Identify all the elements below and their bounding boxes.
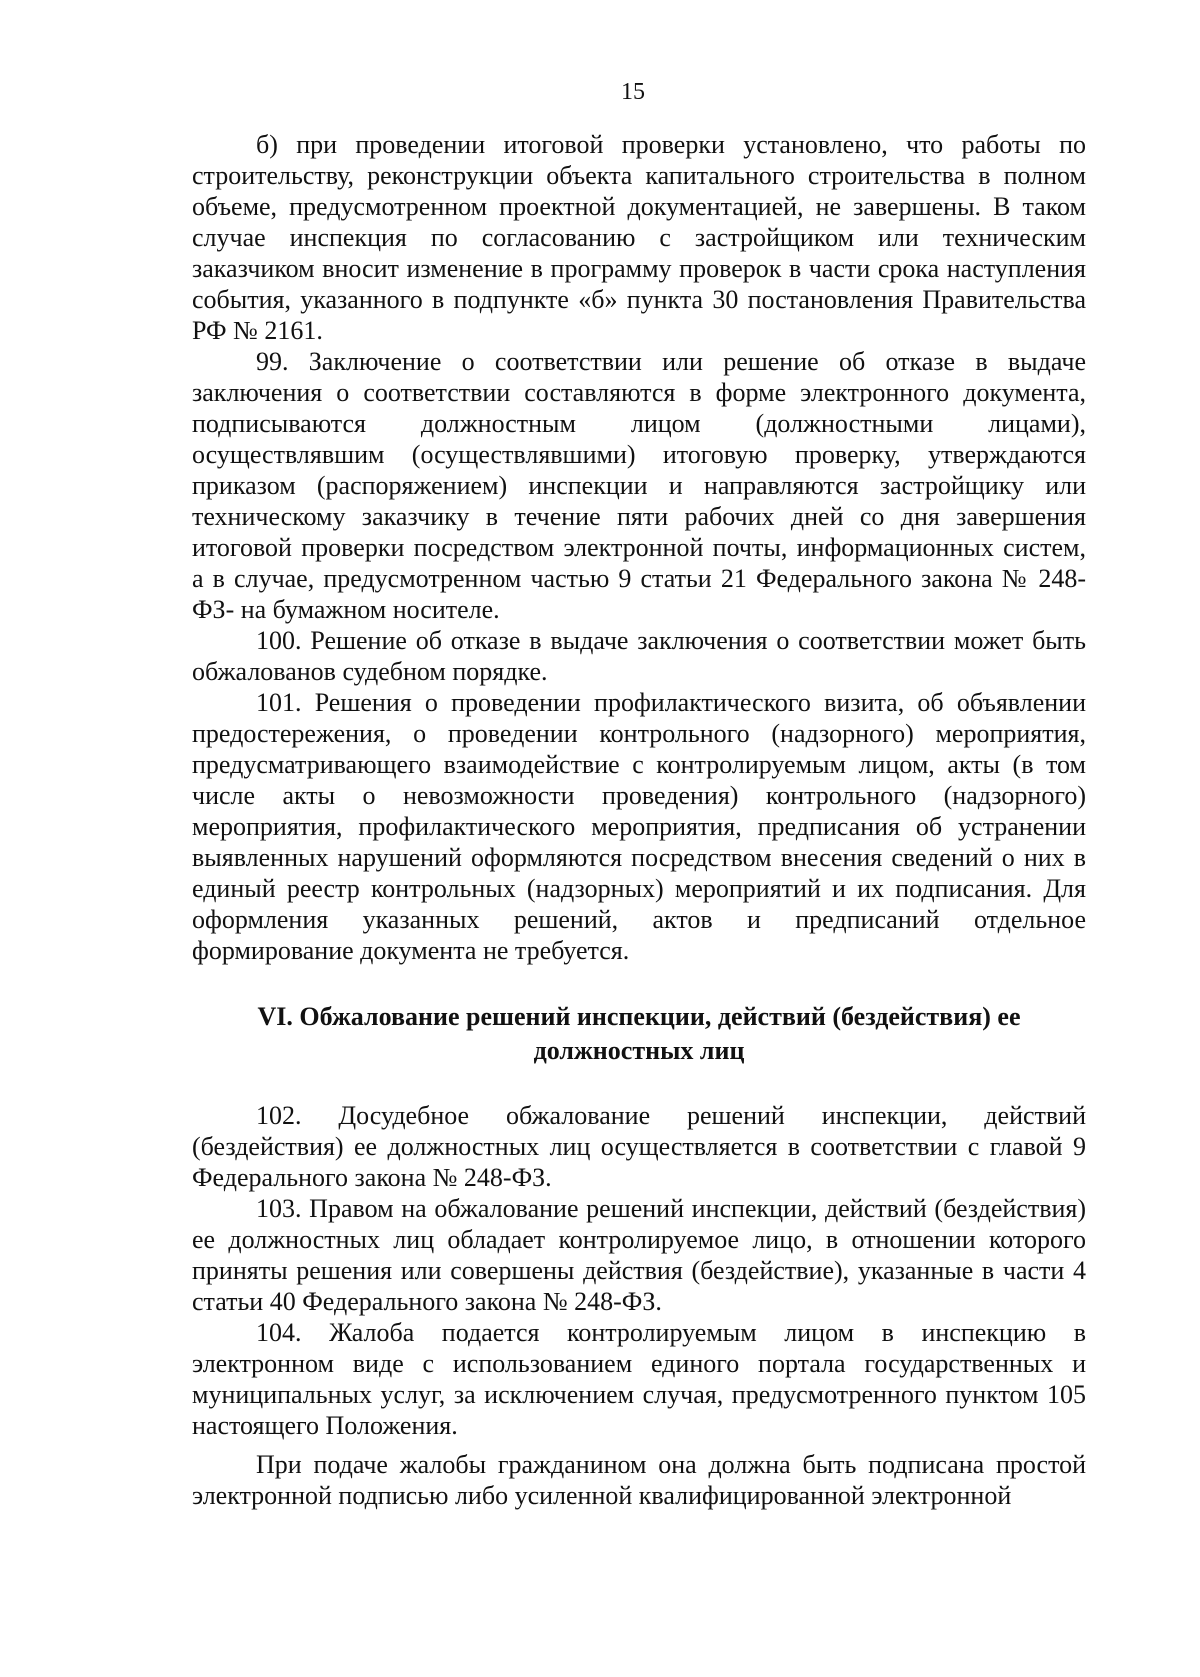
paragraph-99: 99. Заключение о соответствии или решение об отказе в выдаче заключения о соответствии составляются в форме электронного документа, подписываются должностным лицом (должностными лицами), осуществлявшим (осуществлявшими) итоговую проверку, утверждаются приказом (распоряжением) инспекции и направляются застройщику или техническому заказчику в течение пяти рабочих дней со дня завершения итоговой проверки посредством электронной почты, информационных систем, а в случае, предусмотренном частью 9 статьи 21 Федерального закона № 248-ФЗ- на бумажном носителе. <box>192 347 1086 624</box>
paragraph-b-subpoint: б) при проведении итоговой проверки установлено, что работы по строительству, реконструкции объекта капитального строительства в полном объеме, предусмотренном проектной документацией, не завершены. В таком случае инспекция по согласованию с застройщиком или техническим заказчиком вносит изменение в программу проверок в части срока наступления события, указанного в подпункте «б» пункта 30 постановления Правительства РФ № 2161. <box>192 130 1086 345</box>
paragraph-103: 103. Правом на обжалование решений инспекции, действий (бездействия) ее должностных лиц обладает контролируемое лицо, в отношении которого приняты решения или совершены действия (бездействие), указанные в части 4 статьи 40 Федерального закона № 248-ФЗ. <box>192 1194 1086 1316</box>
paragraph-102: 102. Досудебное обжалование решений инспекции, действий (бездействия) ее должностных лиц осуществляется в соответствии с главой 9 Федерального закона № 248-ФЗ. <box>192 1101 1086 1192</box>
paragraph-101: 101. Решения о проведении профилактического визита, об объявлении предостережения, о проведении контрольного (надзорного) мероприятия, предусматривающего взаимодействие с контролируемым лицом, акты (в том числе акты о невозможности проведения) контрольного (надзорного) мероприятия, профилактического мероприятия, предписания об устранении выявленных нарушений оформляются посредством внесения сведений о них в единый реестр контрольных (надзорных) мероприятий и их подписания. Для оформления указанных решений, актов и предписаний отдельное формирование документа не требуется. <box>192 688 1086 965</box>
paragraph-104: 104. Жалоба подается контролируемым лицом в инспекцию в электронном виде с использованием единого портала государственных и муниципальных услуг, за исключением случая, предусмотренного пунктом 105 настоящего Положения. <box>192 1318 1086 1440</box>
page-number: 15 <box>621 79 645 105</box>
paragraph-100: 100. Решение об отказе в выдаче заключения о соответствии может быть обжалованов судебном порядке. <box>192 626 1086 686</box>
paragraph-complaint-signature: При подаче жалобы гражданином она должна быть подписана простой электронной подписью либо усиленной квалифицированной электронной <box>192 1450 1086 1510</box>
document-body <box>192 129 1086 1511</box>
section-heading: VI. Обжалование решений инспекции, действий (бездействия) ее должностных лиц <box>257 1002 1021 1065</box>
